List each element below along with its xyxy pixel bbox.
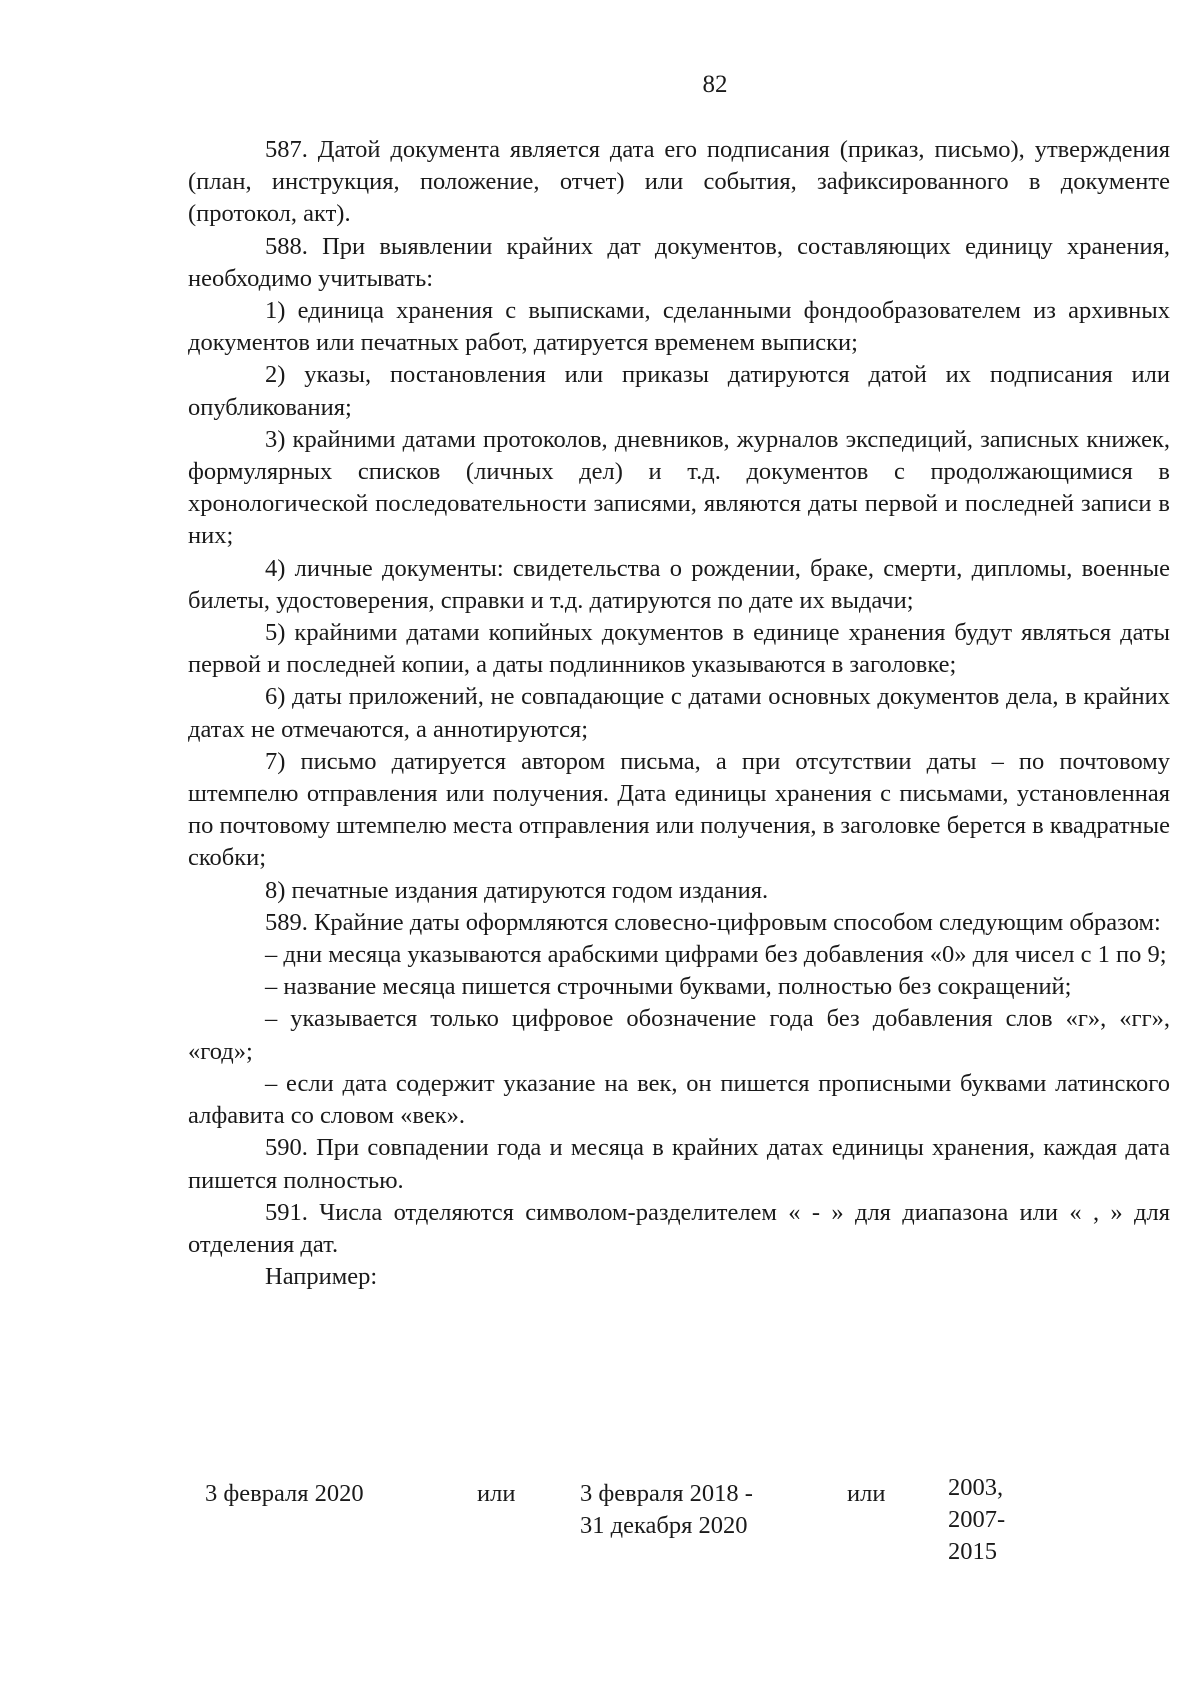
example-range-end: 31 декабря 2020	[580, 1512, 748, 1539]
example-single-date: 3 февраля 2020	[205, 1480, 364, 1507]
paragraph-588-item-7: 7) письмо датируется автором письма, а при отсутствии даты – по почтовому штемпелю отправления или получения. Дата единицы хранения с письмами, установленная по почтовому штемпелю места отправления или получения, в заголовке берется в квадратные скобки;	[188, 747, 1170, 872]
example-or-2: или	[847, 1480, 886, 1507]
paragraph-588-item-4: 4) личные документы: свидетельства о рождении, браке, смерти, дипломы, военные билеты, удостоверения, справки и т.д. датируются по дате их выдачи;	[188, 554, 1170, 614]
paragraph-589-item-4: – если дата содержит указание на век, он пишется прописными буквами латинского алфавита со словом «век».	[188, 1069, 1170, 1130]
paragraph-588-item-5: 5) крайними датами копийных документов в единице хранения будут являться даты первой и последней копии, а даты подлинников указываются в заголовке;	[188, 619, 1170, 679]
example-label: Например:	[265, 1263, 378, 1291]
paragraph-588-item-6: 6) даты приложений, не совпадающие с датами основных документов дела, в крайних датах не отмечаются, а аннотируются;	[188, 683, 1170, 743]
example-or-1: или	[477, 1480, 516, 1507]
paragraph-589-item-2: – название месяца пишется строчными буквами, полностью без сокращений;	[265, 973, 1072, 1001]
paragraph-588-item-2: 2) указы, постановления или приказы датируются датой их подписания или опубликования;	[188, 361, 1170, 421]
example-years-2: 2007-	[948, 1506, 1006, 1533]
paragraph-589-item-1: – дни месяца указываются арабскими цифрами без добавления «0» для чисел с 1 по 9;	[265, 941, 1167, 969]
example-years-1: 2003,	[948, 1474, 1004, 1501]
paragraph-591: 591. Числа отделяются символом-разделителем « - » для диапазона или « , » для отделения дат.	[188, 1198, 1170, 1258]
paragraph-588: 588. При выявлении крайних дат документов, составляющих единицу хранения, необходимо учитывать:	[188, 232, 1170, 292]
paragraph-588-item-1: 1) единица хранения с выписками, сделанными фондообразователем из архивных документов или печатных работ, датируется временем выписки;	[188, 297, 1170, 357]
example-years-3: 2015	[948, 1538, 997, 1565]
example-range-start: 3 февраля 2018 -	[580, 1480, 753, 1507]
paragraph-589: 589. Крайние даты оформляются словесно-цифровым способом следующим образом:	[265, 908, 1161, 936]
page-number: 82	[702, 71, 728, 98]
paragraph-588-item-8: 8) печатные издания датируются годом издания.	[265, 876, 769, 904]
paragraph-588-item-3: 3) крайними датами протоколов, дневников, журналов экспедиций, записных книжек, формулярных списков (личных дел) и т.д. документов с продолжающимися в хронологической последовательности записями, являются даты первой и последней записи в них;	[188, 425, 1170, 550]
paragraph-590: 590. При совпадении года и месяца в крайних датах единицы хранения, каждая дата пишется полностью.	[188, 1134, 1170, 1194]
document-body	[188, 134, 1170, 1293]
paragraph-587: 587. Датой документа является дата его подписания (приказ, письмо), утверждения (план, инструкция, положение, отчет) или события, зафиксированного в документе (протокол, акт).	[188, 136, 1170, 228]
paragraph-589-item-3: – указывается только цифровое обозначение года без добавления слов «г», «гг», «год»;	[188, 1005, 1170, 1065]
